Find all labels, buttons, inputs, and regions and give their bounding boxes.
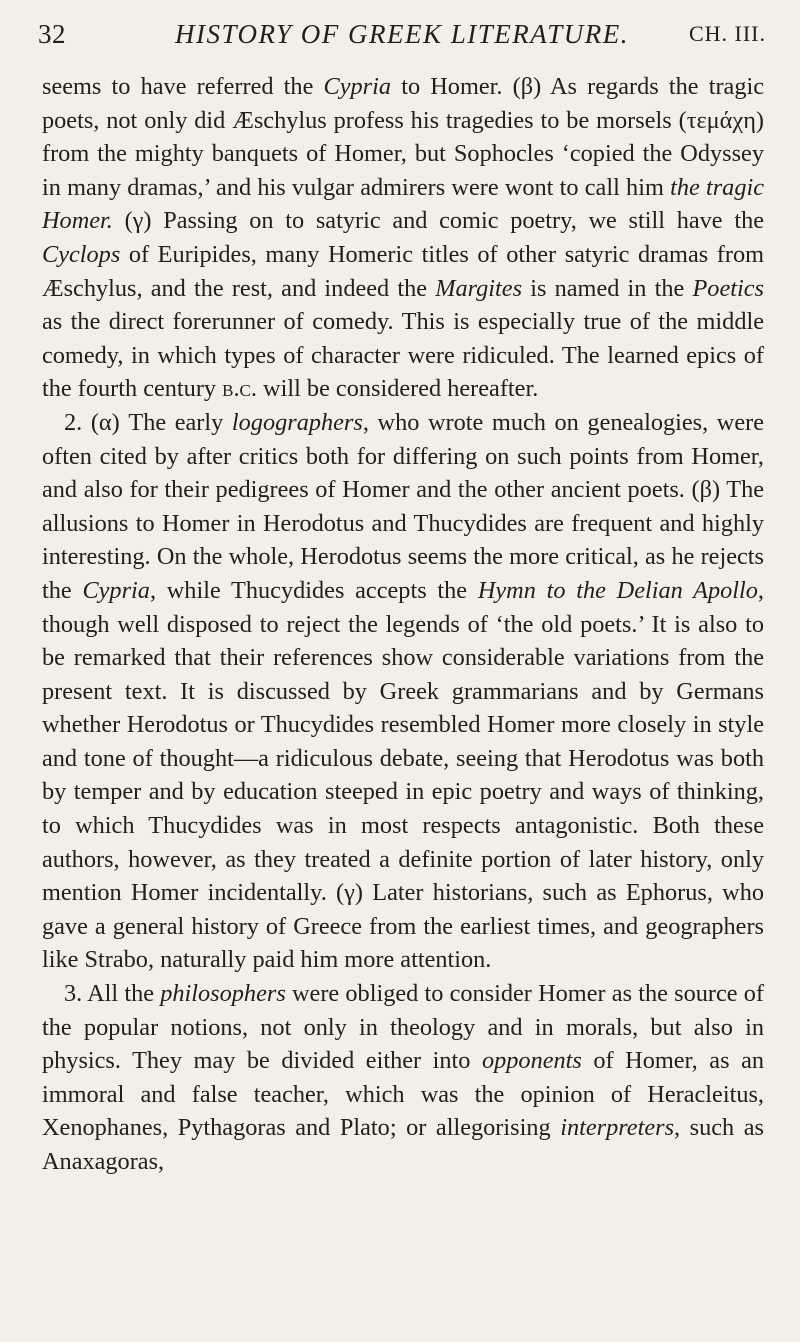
italic-run: the tragic Homer. [42,173,764,235]
italic-run: logographers [231,408,363,436]
text-run: of Homer, as an immoral and false teacher, which was the opinion of Heracleitus, Xenophanes, Pythagoras and Plato; or allegorising [42,1047,764,1142]
italic-run: Poetics [692,274,764,302]
text-run: seems to have referred the [42,73,324,100]
paragraph-continuation [42,70,764,406]
text-run: will be considered hereafter. [256,375,539,403]
text-run: , though well disposed to reject the legends of ‘the old poets.’ It is also to be remarked that their references show considerable variations from the present text. It is discussed by Greek grammarians and by Germans whether Herodotus or Thucydides resembled Homer more closely in style and tone of thought—a ridiculous debate, seeing that Herodotus was both by temper and by education steeped in epic poetry and ways of thinking, to which Thucydides was in most respects antagonistic. Both these authors, however, as they treated a definite portion of later history, only mention Homer incidentally. (γ) Later historians, such as Ephorus, who gave a general history of Greece from the earliest times, and geographers like Strabo, naturally paid him more attention. [42,576,764,974]
text-run: were obliged to consider Homer as the source of the popular notions, not only in theology and in morals, but also in physics. They may be divided either into [42,980,764,1075]
text-run: , while Thucydides accepts the [149,576,478,604]
italic-run: interpreters [560,1114,675,1142]
body-text [42,70,764,1179]
italic-run: Hymn to the Delian Apollo [477,576,758,604]
page-number: 32 [38,19,66,49]
text-run: , who wrote much on genealogies, were often cited by after critics both for differing on such points from Homer, and also for their pedigrees of Homer and the other ancient poets. (β) The allusions to Homer in Herodotus and Thucydides are frequent and highly interesting. On the whole, Herodotus seems the more critical, as he rejects the [42,408,764,604]
italic-run: Cypria [82,576,150,604]
italic-run: Cypria [323,73,392,100]
text-run: of Euripides, many Homeric titles of other satyric dramas from Æschylus, and the rest, and indeed the [42,240,764,302]
paragraph-3-philosophers [42,977,764,1179]
text-run: (γ) Passing on to satyric and comic poetry, we still have the [112,207,764,235]
text-run: is named in the [522,274,693,302]
running-title: HISTORY OF GREEK LITERATURE. [174,19,629,49]
italic-run: Margites [435,274,523,302]
running-header [38,14,766,54]
italic-run: Cyclops [42,240,121,268]
text-run: 3. All the [64,980,161,1008]
chapter-label: CH. III. [688,21,766,46]
paragraph-2-historians [42,406,764,977]
italic-run: philosophers [160,980,286,1008]
small-caps-run: b.c. [222,375,257,403]
italic-run: opponents [481,1047,582,1075]
text-run: 2. (α) The early [64,408,232,436]
text-run: to Homer. (β) As regards the tragic poets, not only did Æschylus profess his tragedies to be morsels (τεμάχη) from the mighty banquets of Homer, but Sophocles ‘copied the Odyssey in many dramas,’ and his vulgar admirers were wont to call him [42,73,764,201]
text-run: as the direct forerunner of comedy. This is especially true of the middle comedy, in which types of character were ridiculed. The learned epics of the fourth century [42,308,764,403]
text-run: , such as Anaxagoras, [42,1114,764,1175]
